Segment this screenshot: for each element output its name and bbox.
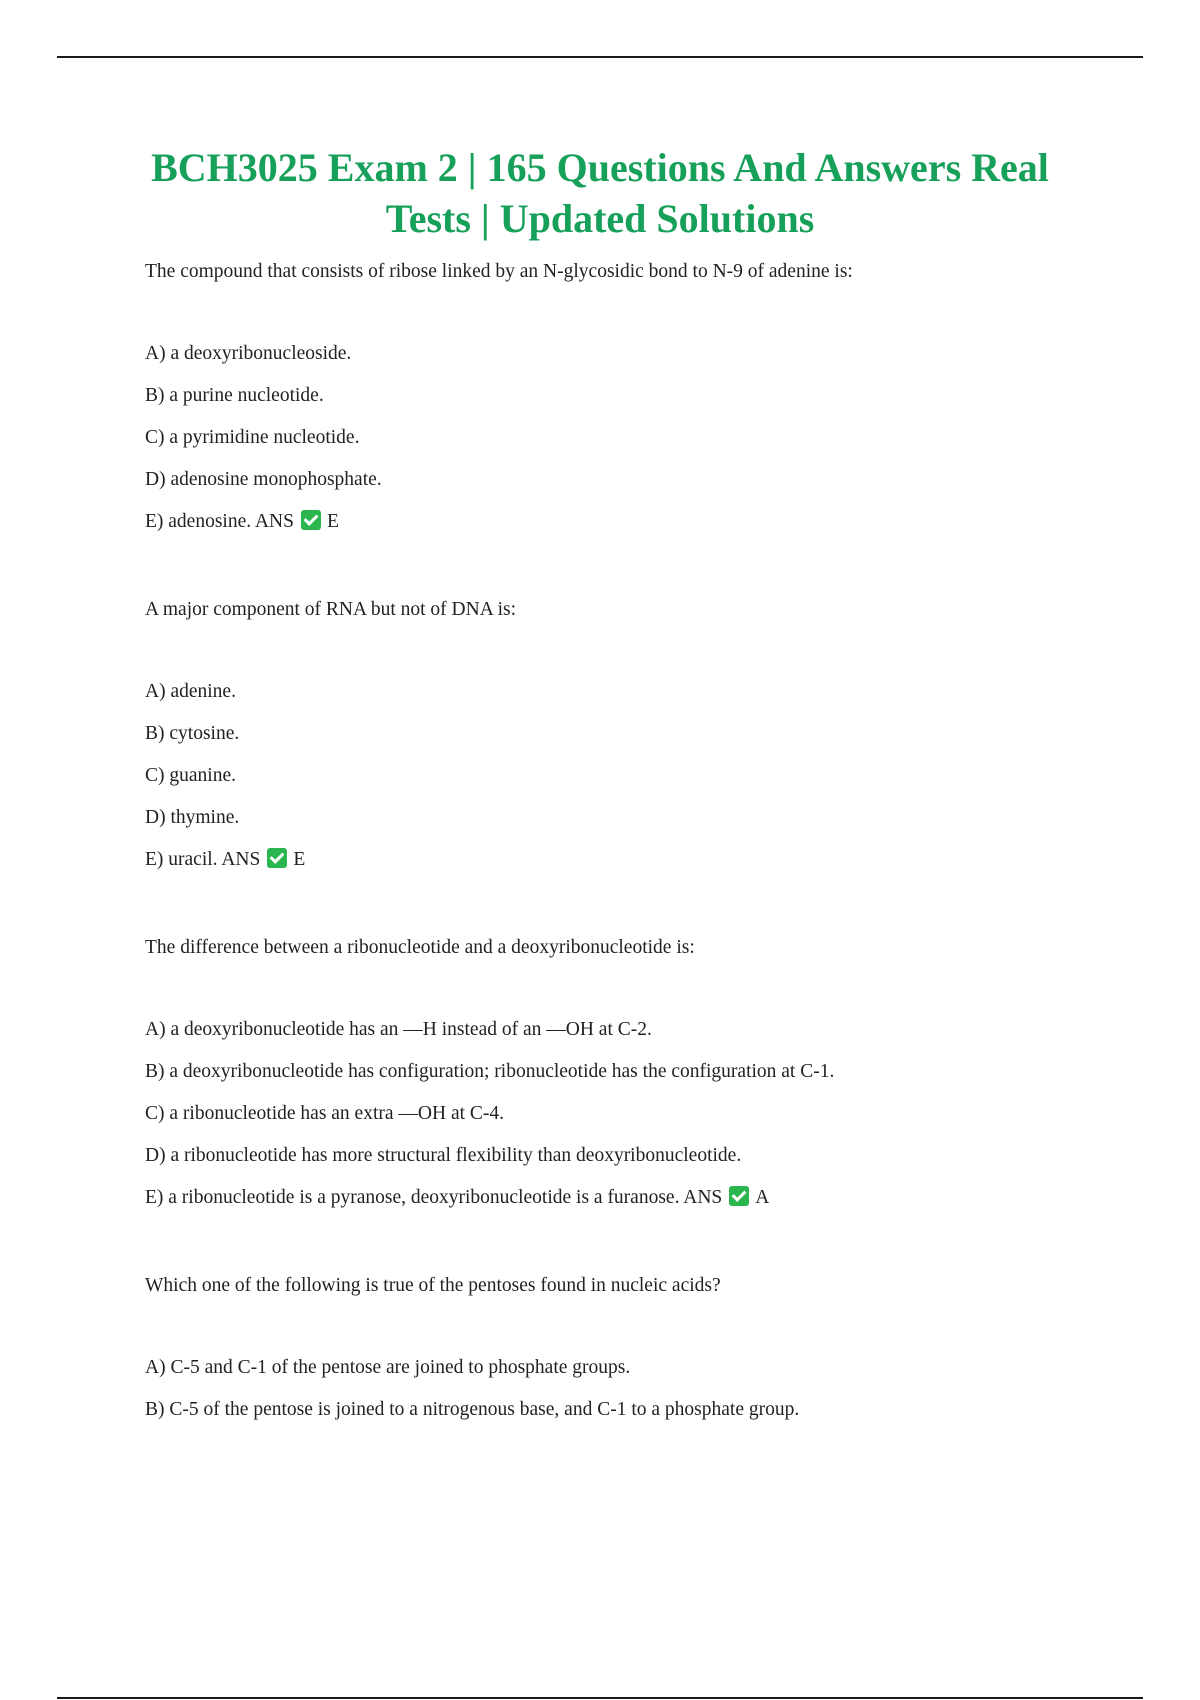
option-b: B) a deoxyribonucleotide has configuration; ribonucleotide has the configuration at C-1. bbox=[145, 1061, 835, 1082]
check-icon bbox=[267, 848, 287, 868]
question-2 bbox=[145, 593, 1145, 890]
option-d: D) thymine. bbox=[145, 807, 240, 828]
option-a: A) a deoxyribonucleotide has an —H instead of an —OH at C-2. bbox=[145, 1019, 652, 1040]
option-b: B) a purine nucleotide. bbox=[145, 385, 324, 406]
option-e-text: E) uracil. ANS bbox=[145, 849, 261, 870]
option-e-text: E) a ribonucleotide is a pyranose, deoxyribonucleotide is a furanose. ANS bbox=[145, 1187, 723, 1208]
option-b: B) cytosine. bbox=[145, 723, 240, 744]
option-a: A) adenine. bbox=[145, 681, 236, 702]
option-d: D) adenosine monophosphate. bbox=[145, 469, 382, 490]
question-1 bbox=[145, 255, 1145, 552]
option-d: D) a ribonucleotide has more structural flexibility than deoxyribonucleotide. bbox=[145, 1145, 742, 1166]
title-line-2: Tests | Updated Solutions bbox=[385, 196, 815, 241]
option-e bbox=[145, 507, 1145, 552]
question-4 bbox=[145, 1269, 1145, 1437]
option-a: A) C-5 and C-1 of the pentose are joined to phosphate groups. bbox=[145, 1357, 631, 1378]
option-c: C) guanine. bbox=[145, 765, 236, 786]
document-body bbox=[145, 255, 1145, 1437]
option-e bbox=[145, 845, 1145, 890]
option-a: A) a deoxyribonucleoside. bbox=[145, 343, 352, 364]
question-text: Which one of the following is true of the pentoses found in nucleic acids? bbox=[145, 1275, 721, 1296]
bottom-rule bbox=[57, 1697, 1143, 1699]
answer-letter: E bbox=[326, 511, 339, 532]
answer-letter: E bbox=[293, 849, 306, 870]
option-e-text: E) adenosine. ANS bbox=[145, 511, 294, 532]
question-3 bbox=[145, 931, 1145, 1228]
document-title bbox=[100, 142, 1100, 244]
option-c: C) a ribonucleotide has an extra —OH at C-4. bbox=[145, 1103, 505, 1124]
title-line-1: BCH3025 Exam 2 | 165 Questions And Answers Real bbox=[151, 145, 1049, 190]
question-text: The difference between a ribonucleotide and a deoxyribonucleotide is: bbox=[145, 937, 695, 958]
option-e bbox=[145, 1183, 1145, 1228]
question-text: A major component of RNA but not of DNA is: bbox=[145, 599, 517, 620]
question-text: The compound that consists of ribose linked by an N-glycosidic bond to N-9 of adenine is: bbox=[145, 261, 853, 282]
option-b: B) C-5 of the pentose is joined to a nitrogenous base, and C-1 to a phosphate group. bbox=[145, 1399, 800, 1420]
top-rule bbox=[57, 56, 1143, 58]
option-c: C) a pyrimidine nucleotide. bbox=[145, 427, 360, 448]
check-icon bbox=[301, 510, 321, 530]
answer-letter: A bbox=[755, 1187, 770, 1208]
check-icon bbox=[729, 1186, 749, 1206]
